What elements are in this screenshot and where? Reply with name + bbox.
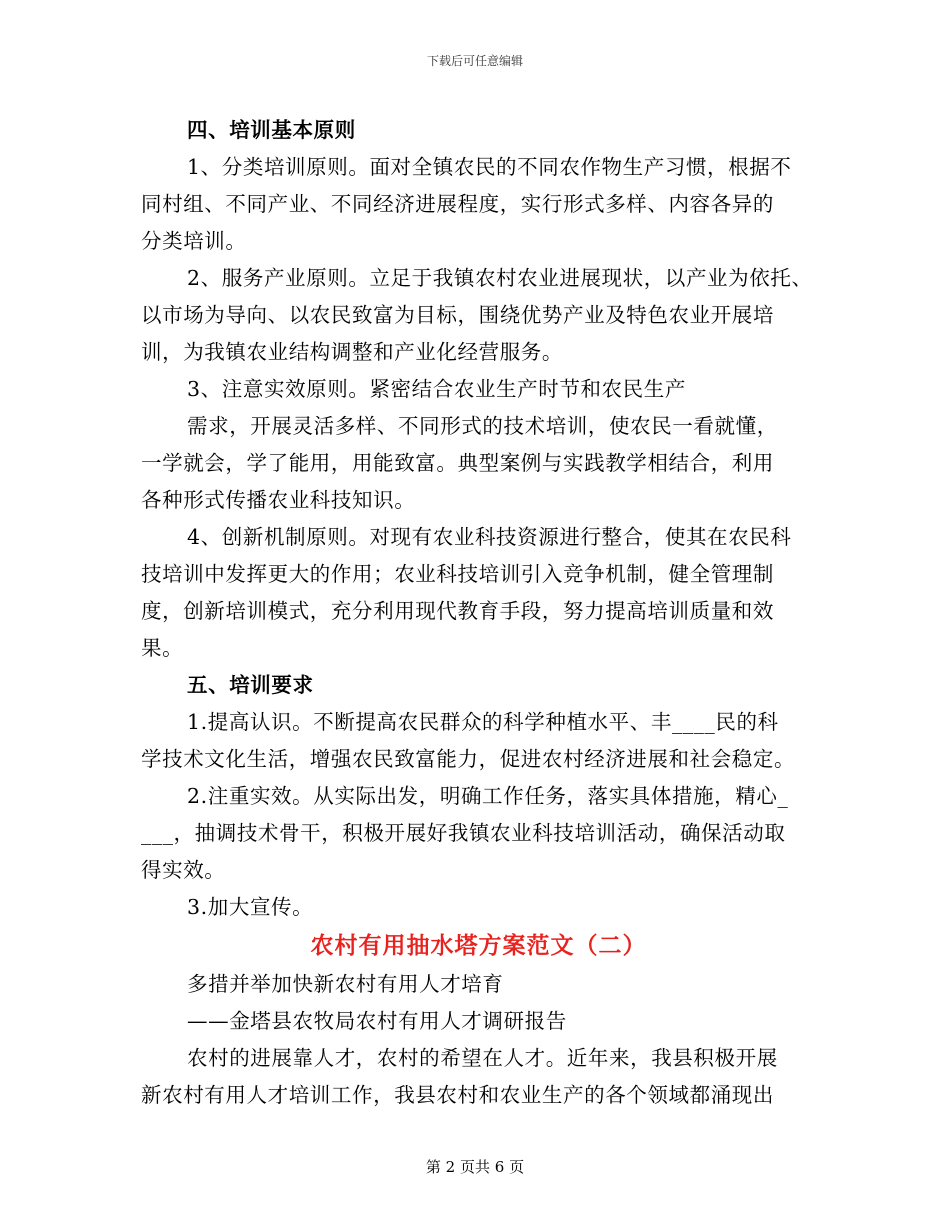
paragraph-line: 3、注意实效原则。紧密结合农业生产时节和农民生产 — [187, 377, 686, 401]
paragraph-line: 需求，开展灵活多样、不同形式的技术培训，使农民一看就懂， — [187, 414, 778, 438]
document-section-title: 农村有用抽水塔方案范文（二） — [310, 932, 647, 959]
document-body — [141, 112, 816, 1114]
paragraph-line: 同村组、不同产业、不同经济进展程度，实行形式多样、内容各异的 — [141, 192, 774, 216]
paragraph-line: 2、服务产业原则。立足于我镇农村农业进展现状，以产业为依托、 — [187, 266, 813, 290]
page-number: 第 2 页共 6 页 — [425, 1158, 525, 1176]
paragraph-line: 果。 — [141, 636, 184, 660]
paragraph-line: 以市场为导向、以农民致富为目标，围绕优势产业及特色农业开展培 — [141, 303, 774, 327]
paragraph-line: 1、分类培训原则。面对全镇农民的不同农作物生产习惯，根据不 — [187, 155, 792, 179]
section-heading: 五、培训要求 — [187, 673, 314, 697]
paragraph-line: 2.注重实效。从实际出发，明确工作任务，落实具体措施，精心_ — [187, 784, 789, 808]
header-note: 下载后可任意编辑 — [426, 54, 523, 68]
paragraph-line: 各种形式传播农业科技知识。 — [141, 488, 416, 512]
paragraph-line: 训，为我镇农业结构调整和产业化经营服务。 — [141, 340, 563, 364]
paragraph-line: 1.提高认识。不断提高农民群众的科学种植水平、丰____民的科 — [187, 710, 779, 734]
subtitle-line: 多措并举加快新农村有用人才培育 — [187, 972, 504, 996]
paragraph-line: 得实效。 — [141, 858, 226, 882]
paragraph-line: ___，抽调技术骨干，积极开展好我镇农业科技培训活动，确保活动取 — [141, 821, 786, 845]
paragraph-line: 技培训中发挥更大的作用；农业科技培训引入竞争机制，健全管理制 — [141, 562, 774, 586]
paragraph-line: 4、创新机制原则。对现有农业科技资源进行整合，使其在农民科 — [187, 525, 792, 549]
paragraph-line: 分类培训。 — [141, 229, 247, 253]
paragraph-line: 新农村有用人才培训工作，我县农村和农业生产的各个领域都涌现出 — [141, 1083, 774, 1107]
paragraph-line: 学技术文化生活，增强农民致富能力，促进农村经济进展和社会稳定。 — [141, 747, 796, 771]
subtitle-line: ——金塔县农牧局农村有用人才调研报告 — [187, 1009, 567, 1033]
section-heading: 四、培训基本原则 — [187, 118, 356, 142]
paragraph-line: 一学就会，学了能用，用能致富。典型案例与实践教学相结合，利用 — [141, 451, 774, 475]
paragraph-line: 3.加大宣传。 — [187, 895, 314, 919]
paragraph-line: 度，创新培训模式，充分利用现代教育手段，努力提高培训质量和效 — [141, 599, 774, 623]
paragraph-line: 农村的进展靠人才，农村的希望在人才。近年来，我县积极开展 — [187, 1046, 778, 1070]
